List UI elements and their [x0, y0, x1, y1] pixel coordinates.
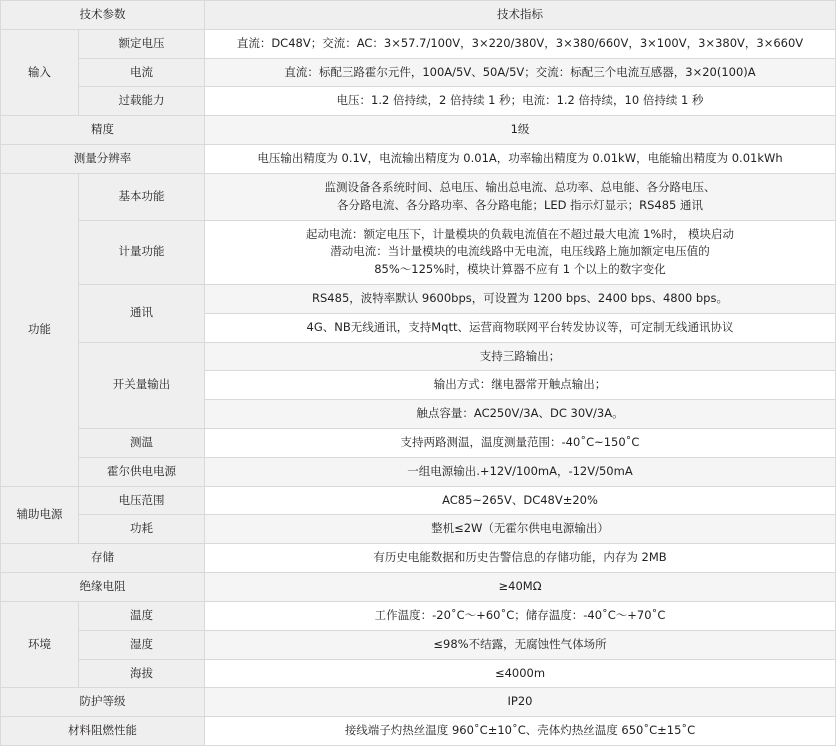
- table-row: [1, 284, 836, 313]
- table-row: [1, 515, 836, 544]
- table-row: [1, 544, 836, 573]
- row-label-insulation: 绝缘电阻: [1, 573, 205, 602]
- row-label-rated-voltage: 额定电压: [79, 29, 205, 58]
- row-value-rated-voltage: 直流：DC48V；交流：AC：3×57.7/100V，3×220/380V，3×380/660V，3×100V，3×380V，3×660V: [205, 29, 836, 58]
- group-environment: 环境: [1, 601, 79, 687]
- row-value-hall-power: 一组电源输出.+12V/100mA，-12V/50mA: [205, 457, 836, 486]
- row-label-basic-function: 基本功能: [79, 173, 205, 220]
- row-value-env-temperature: 工作温度：-20˚C～+60˚C；储存温度：-40˚C～+70˚C: [205, 601, 836, 630]
- table-row: [1, 87, 836, 116]
- row-value-env-humidity: ≤98%不结露，无腐蚀性气体场所: [205, 630, 836, 659]
- table-row: [1, 630, 836, 659]
- metering-line-2: 潜动电流：当计量模块的电流线路中无电流，电压线路上施加额定电压值的: [330, 244, 710, 259]
- row-value-current: 直流：标配三路霍尔元件，100A/5V、50A/5V；交流：标配三个电流互感器，3×20(100)A: [205, 58, 836, 87]
- row-label-hall-power: 霍尔供电电源: [79, 457, 205, 486]
- row-value-communication-rs485: RS485，波特率默认 9600bps，可设置为 1200 bps、2400 bps、4800 bps。: [205, 284, 836, 313]
- header-parameter: 技术参数: [1, 1, 205, 30]
- table-row: [1, 486, 836, 515]
- table-row: [1, 457, 836, 486]
- table-row: [1, 659, 836, 688]
- table-row: [1, 717, 836, 746]
- row-value-overload: 电压：1.2 倍持续，2 倍持续 1 秒；电流：1.2 倍持续，10 倍持续 1 秒: [205, 87, 836, 116]
- metering-line-1: 起动电流：额定电压下，计量模块的负载电流值在不超过最大电流 1%时， 模块启动: [305, 226, 735, 241]
- row-value-switch-output-2: 输出方式：继电器常开触点输出；: [205, 371, 836, 400]
- row-label-switch-output: 开关量输出: [79, 342, 205, 428]
- row-value-switch-output-3: 触点容量：AC250V/3A、DC 30V/3A。: [205, 400, 836, 429]
- group-aux-power: 辅助电源: [1, 486, 79, 544]
- group-function: 功能: [1, 173, 79, 486]
- group-input: 输入: [1, 29, 79, 115]
- row-value-metering-function: [205, 220, 836, 284]
- row-value-accuracy: 1级: [205, 116, 836, 145]
- row-label-voltage-range: 电压范围: [79, 486, 205, 515]
- row-value-protection: IP20: [205, 688, 836, 717]
- table-row: [1, 145, 836, 174]
- table-row: [1, 116, 836, 145]
- table-row: [1, 220, 836, 284]
- metering-line-3: 85%～125%时，模块计算器不应有 1 个以上的数字变化: [374, 262, 666, 277]
- row-value-voltage-range: AC85~265V、DC48V±20%: [205, 486, 836, 515]
- row-label-protection: 防护等级: [1, 688, 205, 717]
- row-label-resolution: 测量分辨率: [1, 145, 205, 174]
- row-value-temperature-measure: 支持两路测温，温度测量范围：-40˚C~150˚C: [205, 429, 836, 458]
- row-label-accuracy: 精度: [1, 116, 205, 145]
- row-value-flame: 接线端子灼热丝温度 960˚C±10˚C、壳体灼热丝温度 650˚C±15˚C: [205, 717, 836, 746]
- row-label-env-altitude: 海拔: [79, 659, 205, 688]
- header-index: 技术指标: [205, 1, 836, 30]
- row-label-env-temperature: 温度: [79, 601, 205, 630]
- row-value-switch-output-1: 支持三路输出；: [205, 342, 836, 371]
- table-row: [1, 601, 836, 630]
- table-row: [1, 173, 836, 220]
- row-value-power-consumption: 整机≤2W（无霍尔供电电源输出）: [205, 515, 836, 544]
- table-row: [1, 573, 836, 602]
- row-label-power-consumption: 功耗: [79, 515, 205, 544]
- row-value-basic-function: [205, 173, 836, 220]
- basic-function-line-2: 各分路电流、各分路功率、各分路电能；LED 指示灯显示；RS485 通讯: [336, 197, 704, 212]
- row-value-communication-wireless: 4G、NB无线通讯，支持Mqtt、运营商物联网平台转发协议等，可定制无线通讯协议: [205, 313, 836, 342]
- row-label-communication: 通讯: [79, 284, 205, 342]
- row-value-storage: 有历史电能数据和历史告警信息的存储功能，内存为 2MB: [205, 544, 836, 573]
- row-label-env-humidity: 湿度: [79, 630, 205, 659]
- row-label-metering-function: 计量功能: [79, 220, 205, 284]
- row-label-current: 电流: [79, 58, 205, 87]
- table-header-row: [1, 1, 836, 30]
- row-label-temperature-measure: 测温: [79, 429, 205, 458]
- row-label-overload: 过载能力: [79, 87, 205, 116]
- table-row: [1, 429, 836, 458]
- table-row: [1, 58, 836, 87]
- row-label-storage: 存储: [1, 544, 205, 573]
- basic-function-line-1: 监测设备各系统时间、总电压、输出总电流、总功率、总电能、各分路电压、: [324, 179, 716, 194]
- table-row: [1, 342, 836, 371]
- row-label-flame: 材料阻燃性能: [1, 717, 205, 746]
- table-row: [1, 688, 836, 717]
- row-value-insulation: ≥40MΩ: [205, 573, 836, 602]
- table-row: [1, 29, 836, 58]
- row-value-resolution: 电压输出精度为 0.1V，电流输出精度为 0.01A，功率输出精度为 0.01kW，电能输出精度为 0.01kWh: [205, 145, 836, 174]
- row-value-env-altitude: ≤4000m: [205, 659, 836, 688]
